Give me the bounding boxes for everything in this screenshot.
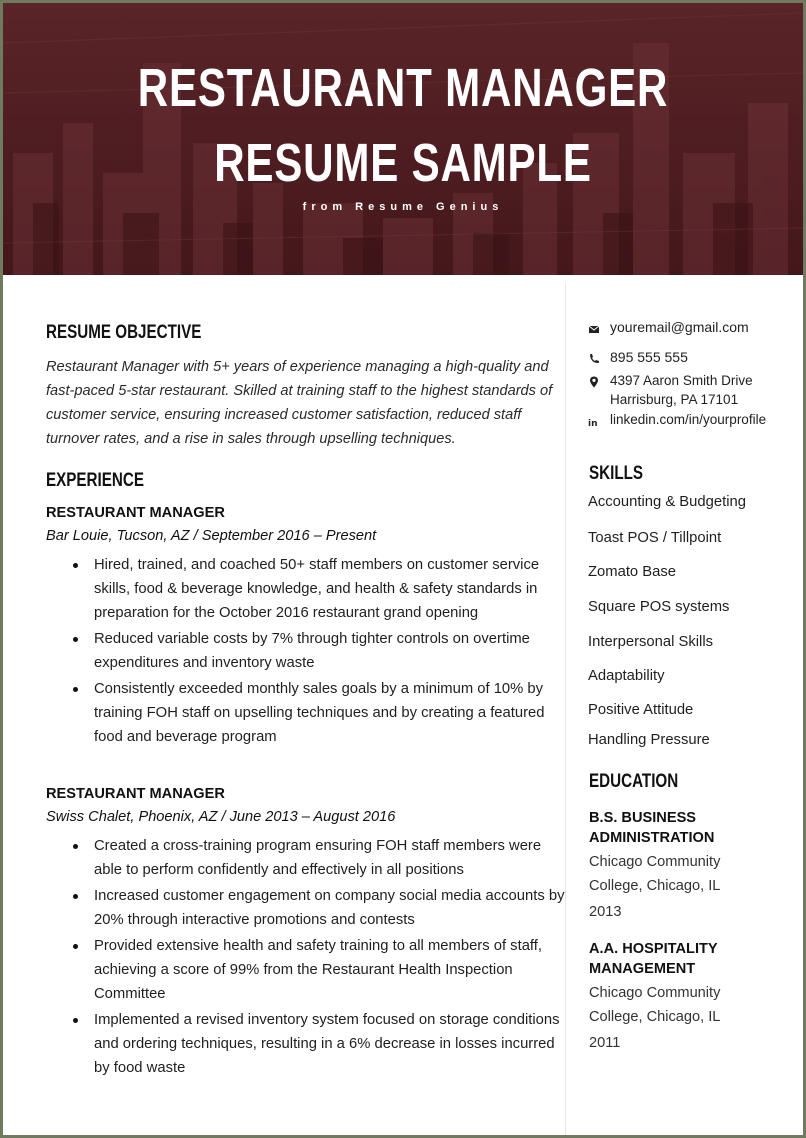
list-item: Square POS systems <box>588 599 730 615</box>
resume-title-line-2: RESUME SAMPLE <box>214 133 592 193</box>
linkedin-text: linkedin.com/in/yourprofile <box>610 412 767 427</box>
education-2-school-line-1: Chicago Community <box>589 985 721 1001</box>
list-item: Provided extensive health and safety training to all members of staff, achieving a score of 99% from the Restaurant Health Inspection Committee <box>46 934 566 1006</box>
list-item: Adaptability <box>588 668 665 684</box>
job-1-bullets <box>46 553 566 751</box>
list-item: Implemented a revised inventory system focused on storage conditions and ordering techniques, resulting in a 6% decrease in losses incurred by food waste <box>46 1008 566 1080</box>
header-banner <box>3 3 803 275</box>
education-1-degree-line-1: B.S. BUSINESS <box>589 810 697 826</box>
job-1-meta: Bar Louie, Tucson, AZ / September 2016 – Present <box>46 528 377 544</box>
list-item: Toast POS / Tillpoint <box>588 530 722 546</box>
phone-text: 895 555 555 <box>610 349 688 365</box>
list-item: Increased customer engagement on company social media accounts by 20% through interactive promotions and contests <box>46 884 566 932</box>
job-2-bullets <box>46 834 566 1082</box>
list-item: Handling Pressure <box>588 732 710 748</box>
resume-title-line-1: RESTAURANT MANAGER <box>137 58 669 118</box>
resume-subtitle: from Resume Genius <box>302 201 504 213</box>
list-item: Created a cross-training program ensuring FOH staff members were able to perform confidently and effectively in all positions <box>46 834 566 882</box>
objective-heading: RESUME OBJECTIVE <box>46 322 202 343</box>
job-2-meta: Swiss Chalet, Phoenix, AZ / June 2013 – August 2016 <box>46 809 396 825</box>
experience-heading: EXPERIENCE <box>46 470 144 491</box>
list-item: Accounting & Budgeting <box>588 494 746 510</box>
phone-icon <box>588 353 600 365</box>
objective-text: Restaurant Manager with 5+ years of experience managing a high-quality and fast-paced 5-star restaurant. Skilled at training staff to the highest standards of customer service, ensuring increased customer satisfaction, reduced staff turnover rates, and a rise in sales through upselling techniques. <box>46 359 553 447</box>
svg-text:in: in <box>588 419 598 428</box>
list-item: Reduced variable costs by 7% through tighter controls on overtime expenditures and inventory waste <box>46 627 566 675</box>
education-1-school-line-2: College, Chicago, IL <box>589 878 721 894</box>
education-2-year: 2011 <box>589 1035 621 1051</box>
education-heading: EDUCATION <box>589 771 679 792</box>
education-1-degree-line-2: ADMINISTRATION <box>589 830 715 846</box>
education-2-degree-line-2: MANAGEMENT <box>589 961 696 977</box>
list-item: Interpersonal Skills <box>588 634 714 650</box>
job-2-title: RESTAURANT MANAGER <box>46 786 225 802</box>
list-item: Consistently exceeded monthly sales goals by a minimum of 10% by training FOH staff on upselling techniques and by creating a featured food and beverage program <box>46 677 566 749</box>
address-line-2: Harrisburg, PA 17101 <box>610 392 739 407</box>
list-item: Positive Attitude <box>588 702 694 718</box>
job-1-title: RESTAURANT MANAGER <box>46 505 225 521</box>
linkedin-icon <box>588 416 600 428</box>
education-2-degree-line-1: A.A. HOSPITALITY <box>589 941 718 957</box>
education-1-year: 2013 <box>589 904 622 920</box>
education-2-school-line-2: College, Chicago, IL <box>589 1009 721 1025</box>
mail-icon <box>588 323 600 335</box>
skills-heading: SKILLS <box>589 463 644 484</box>
resume-page <box>3 3 803 1135</box>
list-item: Zomato Base <box>588 564 677 580</box>
education-1-school-line-1: Chicago Community <box>589 854 721 870</box>
address-line-1: 4397 Aaron Smith Drive <box>610 373 753 388</box>
list-item: Hired, trained, and coached 50+ staff members on customer service skills, food & beverage knowledge, and health & safety standards in preparation for the October 2016 restaurant grand opening <box>46 553 566 625</box>
email-text: youremail@gmail.com <box>610 319 749 335</box>
location-pin-icon <box>588 376 600 388</box>
